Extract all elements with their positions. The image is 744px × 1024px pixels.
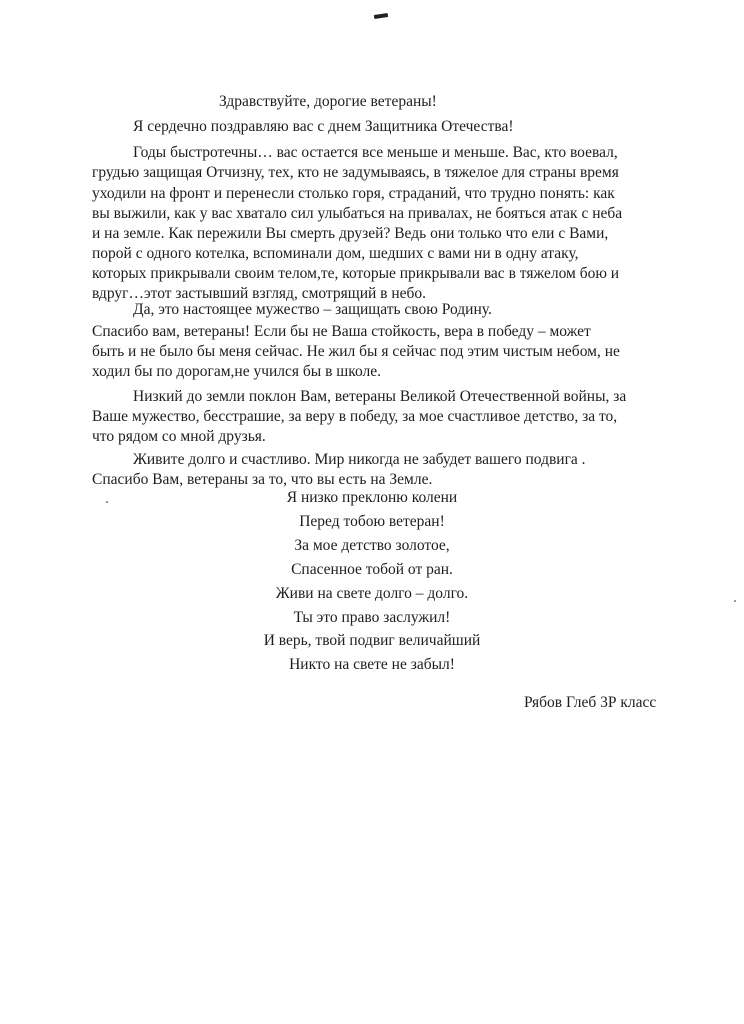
poem-line: Перед тобою ветеран!	[299, 513, 445, 530]
poem-line: Живи на свете долго – долго.	[275, 585, 469, 602]
paragraph-line: которых прикрывали своим телом,те, которые прикрывали вас в тяжелом бою и	[92, 265, 620, 282]
paragraph-line: что рядом со мной друзья.	[92, 428, 266, 445]
poem-line: И верь, твой подвиг величайший	[263, 632, 481, 649]
ink-mark	[374, 13, 388, 19]
signature: Рябов Глеб 3Р класс	[524, 694, 657, 711]
paragraph-line: Годы быстротечны… вас остается все меньше и меньше. Вас, кто воевал,	[133, 144, 618, 161]
poem-line: Ты это право заслужил!	[293, 609, 451, 626]
greeting: Здравствуйте, дорогие ветераны!	[219, 93, 437, 110]
paragraph-line: вы выжили, как у вас хватало сил улыбаться на привалах, не бояться атак с неба	[92, 205, 623, 222]
paragraph-line: Спасибо Вам, ветераны за то, что вы есть на Земле.	[92, 471, 433, 488]
paragraph-line: вдруг…этот застывший взгляд, смотрящий в небо.	[92, 285, 427, 302]
paragraph-line: быть и не было бы меня сейчас. Не жил бы я сейчас под этим чистым небом, не	[92, 343, 620, 360]
poem-line: Спасенное тобой от ран.	[291, 561, 453, 578]
paragraph-line: Ваше мужество, бесстрашие, за веру в победу, за мое счастливое детство, за то,	[92, 408, 618, 425]
paragraph-line: ходил бы по дорогам,не учился бы в школе.	[92, 363, 381, 380]
paragraph-line: Живите долго и счастливо. Мир никогда не забудет вашего подвига .	[133, 451, 586, 468]
paragraph-line: Спасибо вам, ветераны! Если бы не Ваша стойкость, вера в победу – может	[92, 323, 591, 340]
poem-line: Никто на свете не забыл!	[289, 656, 455, 673]
paragraph-line: Да, это настоящее мужество – защищать свою Родину.	[133, 301, 492, 318]
poem-line: Я низко преклоню колени	[286, 489, 458, 506]
paragraph-line: уходили на фронт и перенесли столько горя, страданий, что трудно понять: как	[92, 185, 615, 202]
paragraph-line: грудью защищая Отчизну, тех, кто не задумываясь, в тяжелое для страны время	[92, 164, 619, 181]
scan-speck	[734, 600, 736, 602]
paragraph-line: порой с одного котелка, вспоминали дом, шедших с вами ни в одну атаку,	[92, 245, 579, 262]
poem-line: За мое детство золотое,	[294, 537, 450, 554]
paragraph-line: Низкий до земли поклон Вам, ветераны Великой Отечественной войны, за	[133, 388, 627, 405]
paragraph-line: Я сердечно поздравляю вас с днем Защитника Отечества!	[133, 118, 514, 135]
paragraph-line: и на земле. Как пережили Вы смерть друзей? Ведь они только что ели с Вами,	[92, 225, 609, 242]
scan-speck	[106, 501, 108, 503]
